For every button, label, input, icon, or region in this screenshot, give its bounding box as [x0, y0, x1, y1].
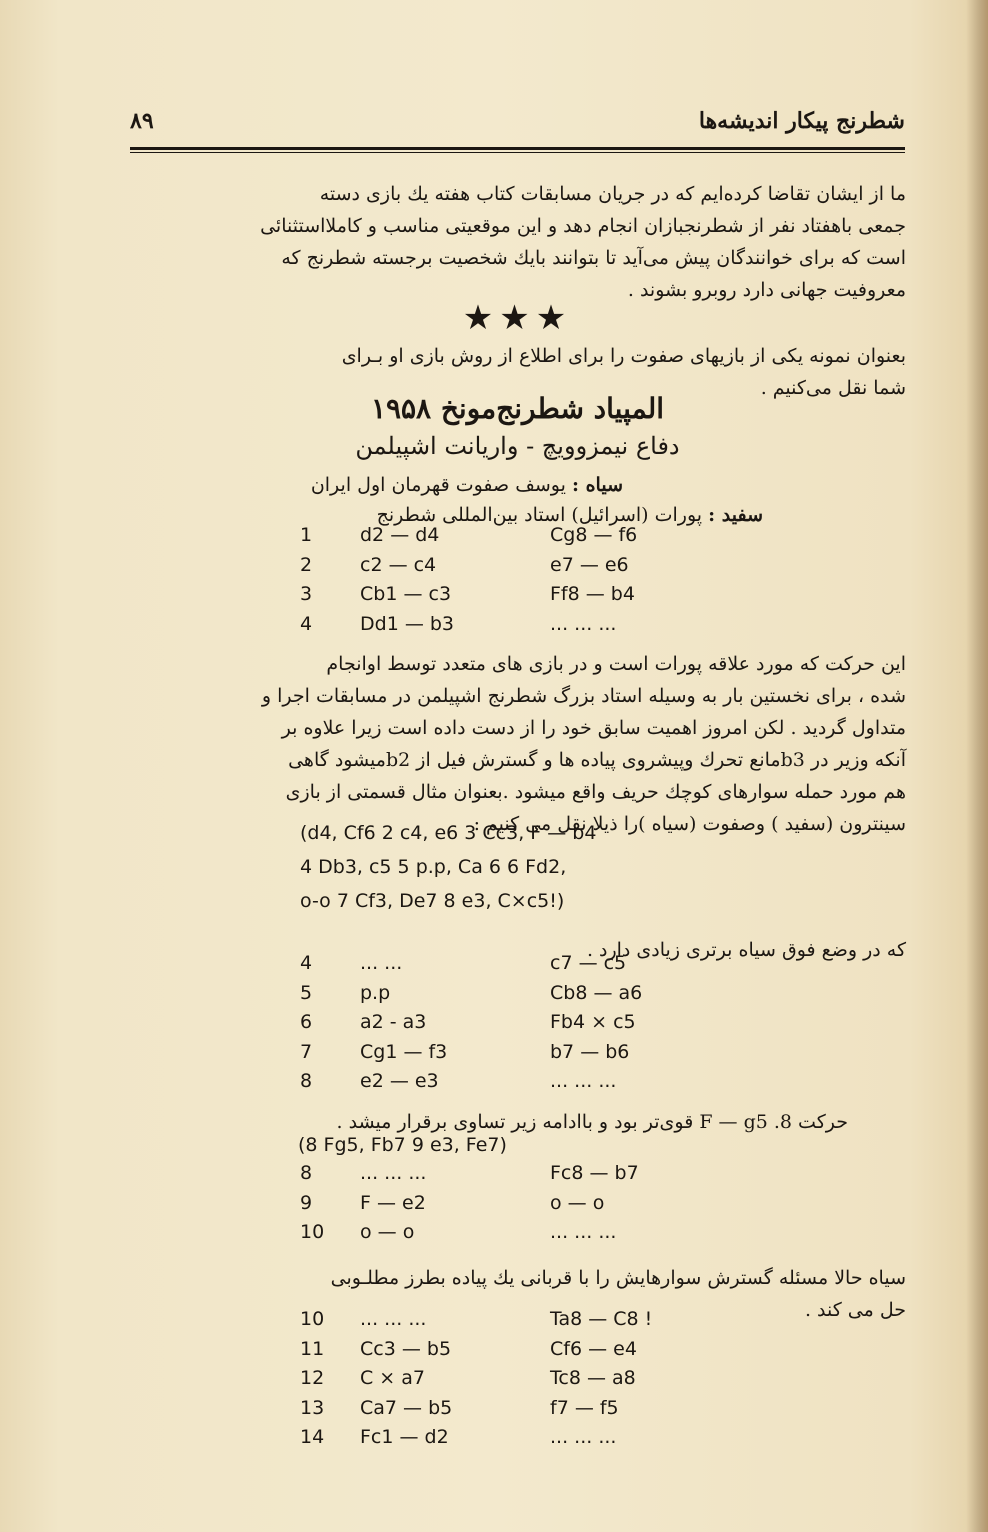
white-move: e2 — e3 — [360, 1070, 439, 1093]
white-move: o — o — [360, 1221, 415, 1244]
variation-line: (d4, Cf6 2 c4, e6 3 Cc3, F — b4 — [300, 822, 597, 844]
white-move: ... ... ... — [360, 1162, 427, 1184]
black-move: Ta8 — C8 ! — [550, 1308, 653, 1330]
g5-note: حرکت 8. F — g5 قوی‌تر بود و باادامه زیر تساوی برقرار میشد . — [336, 1111, 848, 1133]
move-number: 11 — [300, 1337, 325, 1360]
white-move: Cb1 — c3 — [360, 583, 452, 606]
black-player — [311, 474, 623, 496]
page-edge-shadow — [966, 0, 988, 1532]
black-move: ... ... ... — [550, 1221, 617, 1244]
move-number: 5 — [300, 981, 313, 1004]
black-move: c7 — c5 — [550, 952, 627, 974]
move-number: 10 — [300, 1308, 325, 1330]
development-paragraph — [128, 1262, 906, 1326]
text-line: بعنوان نمونه یکی از بازیهای صفوت را برای اطلاع از روش بازی او بـرای — [341, 345, 906, 367]
white-label: سفید : — [708, 504, 763, 526]
white-name: پورات (اسرائیل) استاد بین‌المللی شطرنج — [376, 504, 703, 526]
text-line: متداول گردید . لکن امروز اهمیت سابق خود را از دست داده است زیرا علاوه بر — [281, 717, 906, 739]
black-label: سیاه : — [571, 474, 623, 496]
black-move: f7 — f5 — [550, 1396, 619, 1419]
game-title: المپیاد شطرنج‌مونخ ۱۹۵۸ — [370, 392, 665, 425]
white-move: d2 — d4 — [360, 524, 440, 546]
white-move: F — e2 — [360, 1191, 426, 1214]
black-name: یوسف صفوت قهرمان اول ایران — [310, 474, 566, 496]
text-line: معروفیت جهانی دارد روبرو بشوند . — [627, 279, 906, 301]
move-number: 14 — [300, 1426, 325, 1449]
header-rule-thin — [130, 152, 905, 153]
black-move: Cf6 — e4 — [550, 1337, 637, 1360]
move-number: 4 — [300, 612, 313, 635]
black-move: Fb4 × c5 — [550, 1011, 636, 1034]
text-line: شما نقل می‌کنیم . — [760, 377, 906, 399]
variation-line: o-o 7 Cf3, De7 8 e3, C×c5!) — [300, 890, 565, 912]
white-move: C × a7 — [360, 1367, 425, 1390]
page-header — [130, 108, 905, 148]
running-title: شطرنج پیکار اندیشه‌ها — [698, 108, 905, 134]
white-move: a2 - a3 — [360, 1011, 427, 1034]
move-number: 8 — [300, 1070, 313, 1093]
text-line: حل می کند . — [804, 1299, 906, 1321]
text-line: است که برای خوانندگان پیش می‌آید تا بتوانند بایك شخصیت برجسته شطرنج که — [281, 247, 906, 269]
white-move: ... ... ... — [360, 1308, 427, 1330]
white-move: Ca7 — b5 — [360, 1396, 453, 1419]
commentary-paragraph — [128, 648, 906, 840]
move-number: 8 — [300, 1162, 313, 1184]
g5-variation: (8 Fg5, Fb7 9 e3, Fe7) — [298, 1134, 507, 1156]
text-line: این حرکت که مورد علاقه پورات است و در بازی های متعدد توسط اوانجام — [326, 653, 906, 675]
text-line: جمعی باهفتاد نفر از شطرنجبازان انجام دهد و این موقعیتی مناسب و کاملااستثنائی — [260, 215, 906, 237]
move-number: 7 — [300, 1040, 313, 1063]
white-player — [377, 504, 763, 526]
white-move: Fc1 — d2 — [360, 1426, 449, 1449]
text-line: سیاه حالا مسئله گسترش سوارهایش را با قربانی یك پیاده بطرز مطلـوبی — [330, 1267, 906, 1289]
white-move: Cc3 — b5 — [360, 1337, 452, 1360]
white-move: c2 — c4 — [360, 553, 437, 576]
move-number: 4 — [300, 952, 313, 974]
text-line: آنکه وزیر در b3مانع تحرك وپیشروی پیاده ها و گسترش فیل از b2میشود گاهی — [288, 749, 906, 771]
black-move: o — o — [550, 1191, 605, 1214]
black-move: ... ... ... — [550, 1426, 617, 1449]
black-move: ... ... ... — [550, 1070, 617, 1093]
text-line: هم مورد حمله سوارهای کوچك حریف واقع میشود .بعنوان مثال قسمتی از بازی — [285, 781, 906, 803]
white-move: p.p — [360, 981, 391, 1004]
intro-paragraph — [128, 178, 906, 306]
move-number: 2 — [300, 553, 313, 576]
opening-name: دفاع نیمزوویچ - واریانت اشپیلمن — [355, 432, 680, 460]
advantage-note: که در وضع فوق سیاه برتری زیادی دارد . — [586, 939, 906, 961]
move-number: 1 — [300, 524, 313, 546]
black-move: Ff8 — b4 — [550, 583, 635, 606]
section-stars: ★★★ — [462, 298, 573, 338]
move-number: 10 — [300, 1221, 325, 1244]
variation-line: 4 Db3, c5 5 p.p, Ca 6 6 Fd2, — [300, 856, 567, 878]
black-move: Fc8 — b7 — [550, 1162, 639, 1184]
text-line: سینترون (سفید ) وصفوت (سیاه )را ذیلا نقل می کنیم : — [473, 813, 906, 835]
move-number: 6 — [300, 1011, 313, 1034]
page-number: ۸۹ — [130, 108, 154, 134]
move-number: 12 — [300, 1367, 325, 1390]
move-number: 9 — [300, 1191, 313, 1214]
white-move: Dd1 — b3 — [360, 612, 455, 635]
black-move: Cb8 — a6 — [550, 981, 643, 1004]
black-move: Tc8 — a8 — [550, 1367, 636, 1390]
header-rule — [130, 147, 905, 150]
black-move: ... ... ... — [550, 612, 617, 635]
black-move: e7 — e6 — [550, 553, 629, 576]
text-line: ما از ایشان تقاضا کرده‌ایم که در جریان مسابقات کتاب هفته یك بازی دسته — [319, 183, 906, 205]
white-move: ... ... — [360, 952, 403, 974]
white-move: Cg1 — f3 — [360, 1040, 448, 1063]
move-number: 3 — [300, 583, 313, 606]
text-line: شده ، برای نخستین بار به وسیله استاد بزرگ شطرنج اشپیلمن در مسابقات اجرا و — [261, 685, 906, 707]
black-move: Cg8 — f6 — [550, 524, 638, 546]
move-number: 13 — [300, 1396, 325, 1419]
black-move: b7 — b6 — [550, 1040, 630, 1063]
